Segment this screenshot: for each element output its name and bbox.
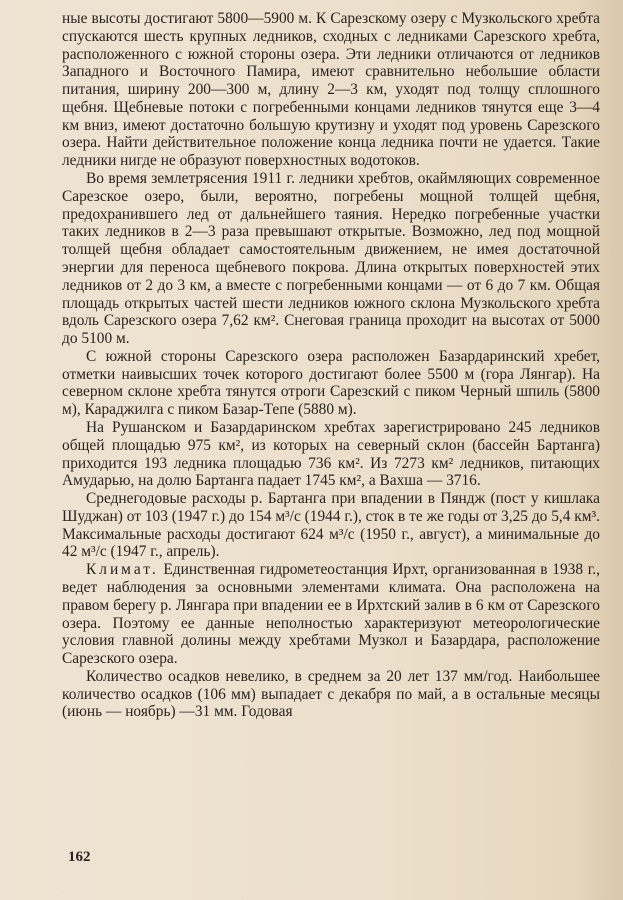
paragraph-3: С южной стороны Сарезского озера расположен Базардаринский хребет, отметки наивысших точек которого достигают более 5500 м (гора Лянгар). На северном склоне хребта тянутся отроги Сарезский с пиком Черный шпиль (5800 м), Караджилга с пиком Базар-Тепе (5880 м). bbox=[62, 347, 600, 419]
page-number: 162 bbox=[68, 849, 91, 865]
paragraph-7: Количество осадков невелико, в среднем за 20 лет 137 мм/год. Наибольшее количество осадков (106 мм) выпадает с декабря по май, а в остальные месяцы (июнь — ноябрь) —31 мм. Годовая bbox=[62, 667, 600, 721]
paragraph-4: На Рушанском и Базардаринском хребтах зарегистрировано 245 ледников общей площадью 975 км², из которых на северный склон (бассейн Бартанга) приходится 193 ледника площадью 736 км². Из 7273 км² ледников, питающих Амударью, на долю Бартанга падает 1745 км², а Вахша — 3716. bbox=[62, 418, 600, 490]
paragraph-6 bbox=[62, 561, 600, 668]
body-text bbox=[62, 10, 600, 721]
paragraph-2: Во время землетрясения 1911 г. ледники хребтов, окаймляющих современное Сарезское озеро, были, вероятно, погребены мощной толщей щебня, предохранившего лед от дальнейшего таяния. Нередко погребенные участки таких ледников в 2—3 раза превышают открытые. Возможно, лед под мощной толщей щебня обладает самостоятельным движением, не имея достаточной энергии для переноса щебневого покрова. Длина открытых поверхностей этих ледников от 2 до 3 км, а вместе с погребенными концами — от 6 до 7 км. Общая площадь открытых частей шести ледников южного склона Музкольского хребта вдоль Сарезского озера 7,62 км². Снеговая граница проходит на высотах от 5000 до 5100 м. bbox=[62, 170, 600, 348]
paragraph-6-text: Единственная гидрометеостанция Ирхт, организованная в 1938 г., ведет наблюдения за основными элементами климата. Она расположена на правом берегу р. Лянгара при впадении ее в Ирхтский залив в 6 км от Сарезского озера. Поэтому ее данные неполностью характеризуют метеорологические условия главной долины между хребтами Музкол и Базардара, расположение Сарезского озера. bbox=[62, 561, 600, 668]
paragraph-1: ные высоты достигают 5800—5900 м. К Сарезскому озеру с Музкольского хребта спускаются шесть крупных ледников, сходных с ледниками Сарезского хребта, расположенного с южной стороны озера. Эти ледники отличаются от ледников Западного и Восточного Памира, имеют сравнительно небольшие области питания, ширину 200—300 м, длину 2—3 км, уходят под толщу сплошного щебня. Щебневые потоки с погребенными концами ледников тянутся еще 3—4 км вниз, имеют достаточно большую крутизну и уходят под уровень Сарезского озера. Найти действительное положение конца ледника почти не удается. Такие ледники нигде не образуют поверхностных водотоков. bbox=[62, 10, 600, 170]
section-heading-climate: Климат. bbox=[86, 561, 159, 579]
paragraph-5: Среднегодовые расходы р. Бартанга при впадении в Пяндж (пост у кишлака Шуджан) от 103 (1947 г.) до 154 м³/с (1944 г.), сток в те же годы от 3,25 до 5,4 км³. Максимальные расходы достигают 624 м³/с (1950 г., август), а минимальные до 42 м³/с (1947 г., апрель). bbox=[62, 490, 600, 561]
